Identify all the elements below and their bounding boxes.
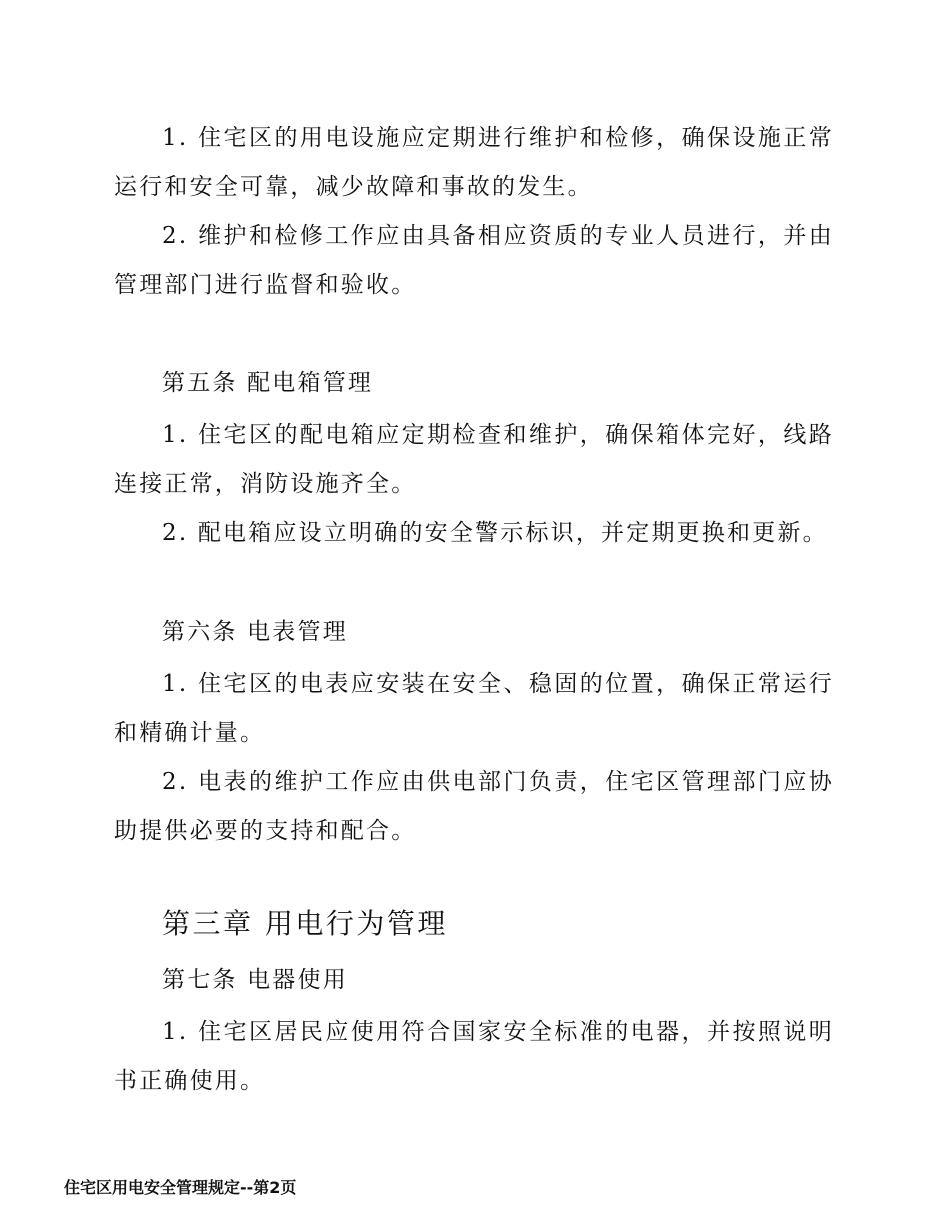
article-heading-5: 第五条 配电箱管理 (162, 370, 374, 396)
section4-item-2: 2. 维护和检修工作应由具备相应资质的专业人员进行，并由管理部门进行监督和验收。 (114, 223, 834, 298)
section5-item-2: 2. 配电箱应设立明确的安全警示标识，并定期更换和更新。 (162, 520, 828, 546)
chapter-heading-3: 第三章 用电行为管理 (162, 907, 448, 940)
section4-item-1: 1. 住宅区的用电设施应定期进行维护和检修，确保设施正常运行和安全可靠，减少故障和事故的发生。 (114, 125, 834, 200)
page-footer: 住宅区用电安全管理规定--第2页 (64, 1178, 297, 1197)
article-heading-7: 第七条 电器使用 (162, 967, 348, 993)
section6-item-1: 1. 住宅区的电表应安装在安全、稳固的位置，确保正常运行和精确计量。 (114, 671, 834, 746)
article-heading-6: 第六条 电表管理 (162, 619, 348, 645)
section5-item-1: 1. 住宅区的配电箱应定期检查和维护，确保箱体完好，线路连接正常，消防设施齐全。 (114, 422, 834, 497)
section6-item-2: 2. 电表的维护工作应由供电部门负责，住宅区管理部门应协助提供必要的支持和配合。 (114, 769, 834, 844)
section7-item-1: 1. 住宅区居民应使用符合国家安全标准的电器，并按照说明书正确使用。 (114, 1019, 834, 1094)
